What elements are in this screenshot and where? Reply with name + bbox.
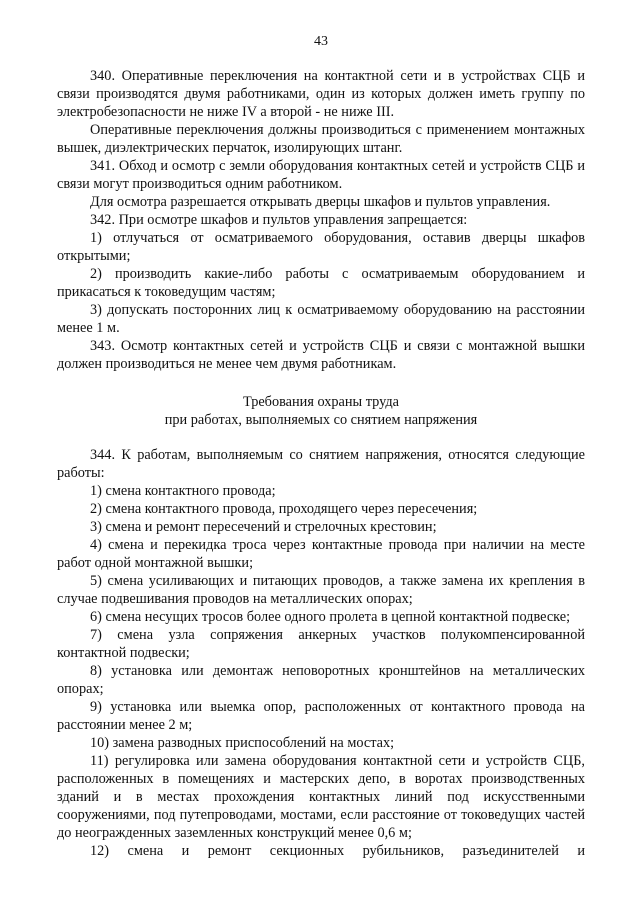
list-item-344-4: 4) смена и перекидка троса через контактные провода при наличии на месте работ одной монтажной вышки; [57,537,585,571]
paragraph-344: 344. К работам, выполняемым со снятием напряжения, относятся следующие работы: [57,447,585,481]
paragraphs-before [57,67,585,373]
list-item-344-6: 6) смена несущих тросов более одного пролета в цепной контактной подвеске; [90,609,571,625]
paragraph-340: 340. Оперативные переключения на контактной сети и в устройствах СЦБ и связи производятся двумя работниками, один из которых должен иметь группу по электробезопасности не ниже IV а второй - не ниже III. [57,68,585,120]
list-item-344-11: 11) регулировка или замена оборудования контактной сети и устройств СЦБ, расположенных в помещениях и мастерских депо, в воротах производственных зданий и в местах прохождения контактных линий под искусственными сооружениями, под путепроводами, мостами, если расстояние от токоведущих частей до неогражденных заземленных конструкций менее 0,6 м; [57,753,585,841]
paragraph-342: 342. При осмотре шкафов и пультов управления запрещается: [90,212,468,228]
paragraph-343: 343. Осмотр контактных сетей и устройств СЦБ и связи с монтажной вышки должен производиться не менее чем двумя работникам. [57,338,585,372]
section-heading-line-2: при работах, выполняемых со снятием напряжения [164,412,478,428]
list-item-342-3: 3) допускать посторонних лиц к осматриваемому оборудованию на расстоянии менее 1 м. [57,302,585,336]
list-item-344-1: 1) смена контактного провода; [90,483,276,499]
list-item-344-8: 8) установка или демонтаж неповоротных кронштейнов на металлических опорах; [57,663,585,697]
page-number: 43 [314,34,328,49]
paragraph-341: 341. Обход и осмотр с земли оборудования контактных сетей и устройств СЦБ и связи могут производиться одним работником. [57,158,585,192]
paragraph-open-doors: Для осмотра разрешается открывать дверцы шкафов и пультов управления. [90,194,551,210]
list-item-342-1: 1) отлучаться от осматриваемого оборудования, оставив дверцы шкафов открытыми; [57,230,585,264]
list-item-344-7: 7) смена узла сопряжения анкерных участков полукомпенсированной контактной подвески; [57,627,585,661]
list-item-344-10: 10) замена разводных приспособлений на мостах; [90,735,395,751]
list-item-342-2: 2) производить какие-либо работы с осматриваемым оборудованием и прикасаться к токоведущим частям; [57,266,585,300]
section-heading-line-1: Требования охраны труда [243,394,399,410]
list-item-344-3: 3) смена и ремонт пересечений и стрелочных крестовин; [90,519,437,535]
paragraph-switching-equipment: Оперативные переключения должны производиться с применением монтажных вышек, диэлектрических перчаток, изолирующих штанг. [57,122,585,156]
list-item-344-5: 5) смена усиливающих и питающих проводов, а также замена их крепления в случае подвешивания проводов на металлических опорах; [57,573,585,607]
list-item-344-9: 9) установка или выемка опор, расположенных от контактного провода на расстоянии менее 2 м; [57,699,585,733]
paragraphs-after [57,446,585,860]
list-item-344-12: 12) смена и ремонт секционных рубильников, разъединителей и [90,843,585,859]
section-heading [57,393,585,429]
list-item-344-2: 2) смена контактного провода, проходящего через пересечения; [90,501,478,517]
